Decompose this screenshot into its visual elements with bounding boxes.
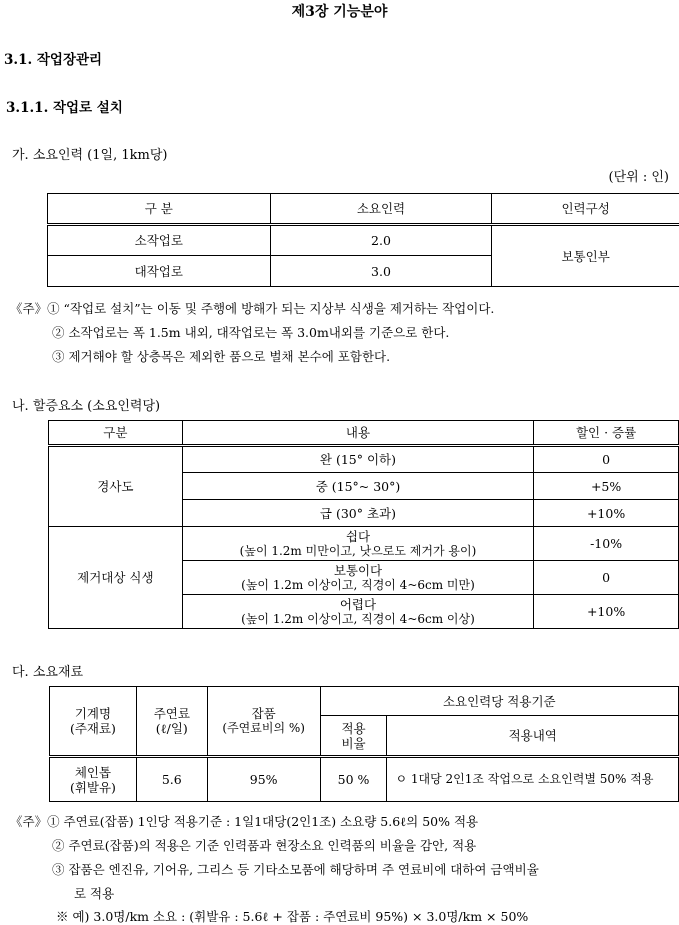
surcharge-table — [48, 420, 679, 629]
section-da-heading: 다. 소요재료 — [12, 661, 83, 680]
table-cell: ㅇ 1대당 2인1조 작업으로 소요인력별 50% 적용 — [387, 757, 679, 802]
note-line: ③ 잡품은 엔진유, 기어유, 그리스 등 기타소모품에 해당하며 주 연료비에 대하여 금액비율 — [52, 860, 539, 878]
table-cell: 95% — [207, 757, 320, 802]
table-row — [50, 757, 679, 802]
page-title: 제3장 기능분야 — [0, 1, 679, 21]
table-cell: 2.0 — [270, 225, 492, 256]
table-header: 주연료 (ℓ/일) — [136, 687, 207, 757]
table-row — [48, 225, 679, 256]
table-row — [49, 527, 679, 561]
note-line: ※ 예) 3.0명/km 소요 : (휘발유 : 5.6ℓ + 잡품 : 주연료비 95%) × 3.0명/km × 50% — [56, 907, 528, 925]
table-cell: 급 (30° 초과) — [182, 500, 533, 527]
section-heading: 3.1. 작업장관리 — [4, 48, 102, 68]
table-header: 구분 — [49, 421, 183, 446]
note-line: 로 적용 — [74, 884, 114, 902]
table-cell: 3.0 — [270, 256, 492, 287]
table-cell: +10% — [534, 500, 679, 527]
table-cell: 소작업로 — [48, 225, 271, 256]
section-ga-heading: 가. 소요인력 (1일, 1km당) — [12, 144, 167, 163]
table-header: 잡품 (주연료비의 %) — [207, 687, 320, 757]
table-cell: -10% — [534, 527, 679, 561]
table-header: 할인 · 증률 — [534, 421, 679, 446]
note-line: ③ 제거해야 할 상층목은 제외한 품으로 벌채 본수에 포함한다. — [52, 347, 390, 365]
subsection-heading: 3.1.1. 작업로 설치 — [6, 96, 123, 116]
table-cell: 0 — [534, 561, 679, 595]
table-header: 기계명 (주재료) — [50, 687, 137, 757]
table-header: 인력구성 — [492, 194, 679, 225]
table-header: 소요인력당 적용기준 — [320, 687, 678, 716]
note-line: 《주》① 주연료(잡품) 1인당 적용기준 : 1일1대당(2인1조) 소요량 5.6ℓ의 50% 적용 — [10, 812, 478, 830]
table-cell: 5.6 — [136, 757, 207, 802]
table-cell: +5% — [534, 473, 679, 500]
table-cell: 완 (15° 이하) — [182, 446, 533, 473]
section-na-heading: 나. 할증요소 (소요인력당) — [12, 395, 160, 414]
note-line: ② 소작업로는 폭 1.5m 내외, 대작업로는 폭 3.0m내외를 기준으로 한다. — [52, 323, 449, 341]
materials-table — [49, 686, 679, 802]
table-header: 내용 — [182, 421, 533, 446]
table-cell: 50 % — [320, 757, 387, 802]
unit-label: (단위 : 인) — [609, 166, 669, 185]
table-cell: 보통이다 (높이 1.2m 이상이고, 직경이 4~6cm 미만) — [182, 561, 533, 595]
note-line: 《주》① “작업로 설치”는 이동 및 주행에 방해가 되는 지상부 식생을 제거하는 작업이다. — [10, 299, 494, 317]
manpower-table — [47, 193, 679, 287]
table-header: 구 분 — [48, 194, 271, 225]
table-cell: 체인톱 (휘발유) — [50, 757, 137, 802]
table-header: 적용내역 — [387, 716, 679, 757]
table-cell: 중 (15°~ 30°) — [182, 473, 533, 500]
table-cell: 대작업로 — [48, 256, 271, 287]
table-cell: 쉽다 (높이 1.2m 미만이고, 낫으로도 제거가 용이) — [182, 527, 533, 561]
table-cell: 0 — [534, 446, 679, 473]
table-cell: 경사도 — [49, 446, 183, 527]
table-cell: 보통인부 — [492, 225, 679, 287]
table-cell: 어렵다 (높이 1.2m 이상이고, 직경이 4~6cm 이상) — [182, 595, 533, 629]
table-header: 적용 비율 — [320, 716, 387, 757]
table-header: 소요인력 — [270, 194, 492, 225]
table-cell: 제거대상 식생 — [49, 527, 183, 629]
note-line: ② 주연료(잡품)의 적용은 기준 인력품과 현장소요 인력품의 비율을 감안, 적용 — [52, 836, 476, 854]
table-row — [49, 446, 679, 473]
table-cell: +10% — [534, 595, 679, 629]
